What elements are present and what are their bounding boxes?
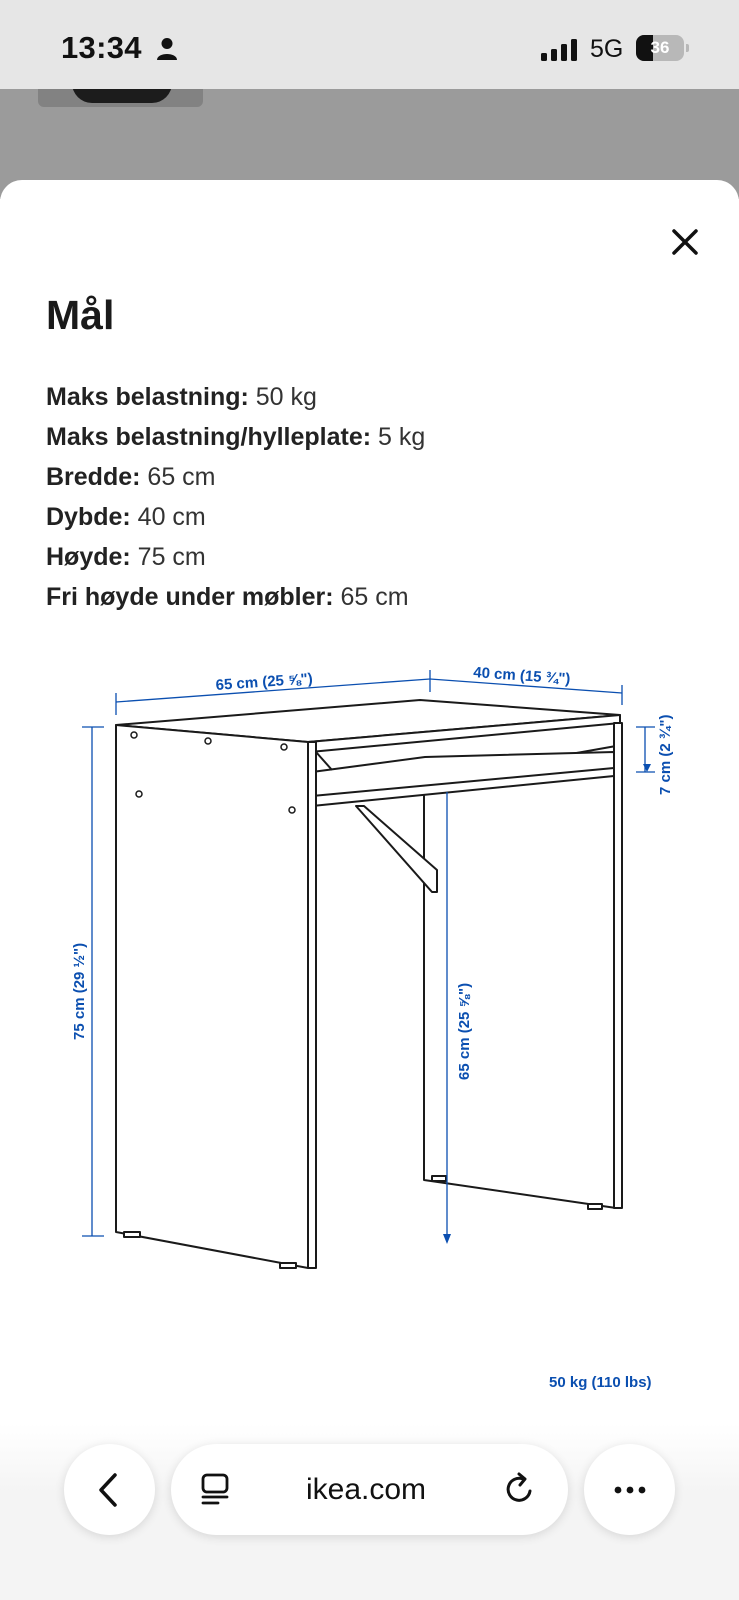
spec-value: 75 cm (130, 543, 206, 571)
spec-label: Høyde: (46, 543, 131, 571)
spec-row (46, 377, 706, 417)
back-button[interactable] (64, 1444, 155, 1535)
product-image (38, 89, 203, 107)
left-leg-panel (116, 725, 316, 1268)
close-icon (660, 217, 710, 267)
sheet-title: Mål (46, 292, 115, 338)
dimension-drawing (0, 660, 739, 1420)
spec-row (46, 537, 706, 577)
status-bar (0, 0, 739, 89)
spec-row (46, 417, 706, 457)
height-dimension-label: 75 cm (29 ½") (71, 942, 88, 1040)
more-icon (610, 1470, 650, 1510)
spec-list (46, 377, 706, 617)
battery-icon (636, 35, 690, 61)
depth-dimension-label: 40 cm (15 ¾") (472, 664, 571, 688)
close-button[interactable] (660, 217, 710, 267)
reload-icon[interactable] (501, 1471, 537, 1507)
shelf-gap-dimension-label: 7 cm (2 ¾") (657, 714, 674, 795)
person-icon (156, 37, 178, 61)
spec-label: Bredde: (46, 463, 141, 491)
address-bar[interactable] (171, 1444, 568, 1535)
url-text[interactable]: ikea.com (305, 1473, 427, 1506)
browser-toolbar (0, 1424, 739, 1600)
spec-value: 40 cm (130, 503, 206, 531)
spec-row (46, 457, 706, 497)
spec-label: Maks belastning: (46, 383, 249, 411)
weight-note: 50 kg (110 lbs) (549, 1374, 652, 1391)
spec-label: Fri høyde under møbler: (46, 583, 334, 611)
spec-value: 5 kg (371, 423, 426, 451)
chevron-left-icon (90, 1470, 130, 1510)
width-dimension-label: 65 cm (25 ⅝") (215, 670, 314, 694)
more-button[interactable] (584, 1444, 675, 1535)
spec-value: 65 cm (140, 463, 216, 491)
spec-row (46, 577, 706, 617)
spec-row (46, 497, 706, 537)
clearance-dimension-label: 65 cm (25 ⅝") (456, 982, 473, 1080)
spec-value: 65 cm (333, 583, 409, 611)
table-drawing (0, 660, 739, 1420)
tabs-icon[interactable] (198, 1472, 232, 1506)
spec-value: 50 kg (248, 383, 317, 411)
battery-percent: 36 (650, 38, 670, 57)
spec-label: Maks belastning/hylleplate: (46, 423, 372, 451)
dimensions-sheet (0, 180, 739, 1600)
network-label: 5G (590, 35, 624, 63)
signal-icon (541, 39, 579, 61)
back-leg-panel (424, 746, 616, 1208)
spec-label: Dybde: (46, 503, 131, 531)
status-time: 13:34 (61, 30, 142, 65)
